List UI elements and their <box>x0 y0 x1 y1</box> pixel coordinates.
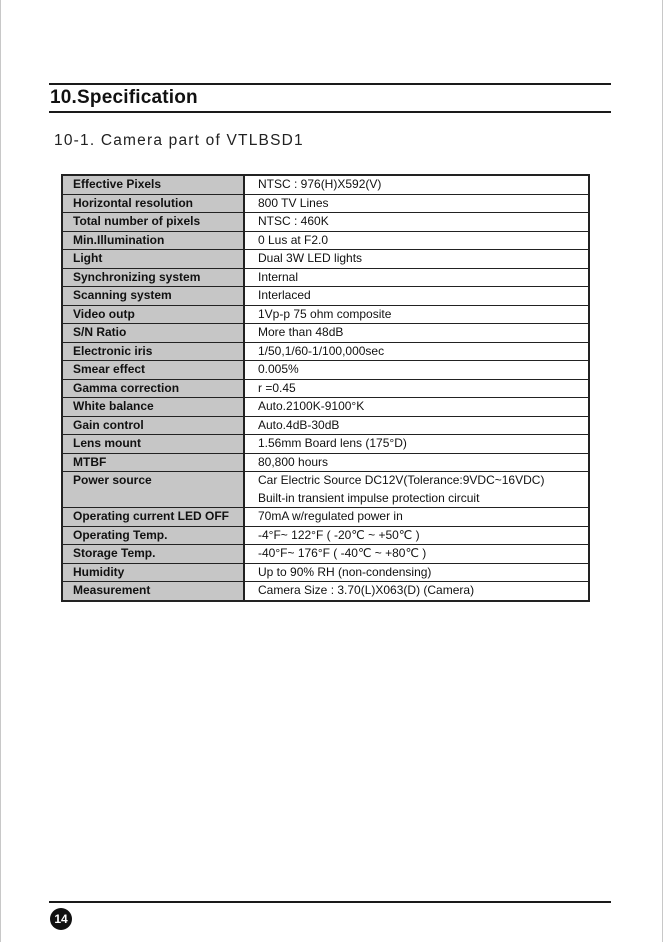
spec-row-power-source <box>62 472 589 508</box>
spec-label: Measurement <box>62 582 244 601</box>
spec-value: More than 48dB <box>244 324 589 343</box>
footer-rule <box>49 901 611 903</box>
subsection-title: 10-1. Camera part of VTLBSD1 <box>54 132 304 149</box>
section-title: 10.Specification <box>50 87 198 108</box>
spec-value: Auto.4dB-30dB <box>244 416 589 435</box>
spec-value: 1/50,1/60-1/100,000sec <box>244 342 589 361</box>
spec-value-line: Car Electric Source DC12V(Tolerance:9VDC~16VDC) <box>258 473 545 487</box>
spec-row-measurement <box>62 582 589 601</box>
spec-label: Total number of pixels <box>62 213 244 232</box>
spec-row-storage-temp <box>62 545 589 564</box>
spec-row-gain-control <box>62 416 589 435</box>
header-rule-top <box>49 83 611 85</box>
spec-value <box>244 472 589 508</box>
spec-row-electronic-iris <box>62 342 589 361</box>
spec-value: NTSC : 460K <box>244 213 589 232</box>
spec-row-lens-mount <box>62 435 589 454</box>
spec-label: Effective Pixels <box>62 175 244 194</box>
spec-value: 0 Lus at F2.0 <box>244 231 589 250</box>
spec-value: 80,800 hours <box>244 453 589 472</box>
specification-table <box>61 174 590 602</box>
spec-row-synchronizing-system <box>62 268 589 287</box>
page-number-badge: 14 <box>50 908 72 930</box>
spec-label: Operating Temp. <box>62 526 244 545</box>
spec-value: Dual 3W LED lights <box>244 250 589 269</box>
spec-row-total-pixels <box>62 213 589 232</box>
spec-value: 1Vp-p 75 ohm composite <box>244 305 589 324</box>
spec-row-scanning-system <box>62 287 589 306</box>
spec-row-horizontal-resolution <box>62 194 589 213</box>
spec-label: Smear effect <box>62 361 244 380</box>
spec-value-line: Built-in transient impulse protection circuit <box>258 490 480 505</box>
spec-row-sn-ratio <box>62 324 589 343</box>
spec-value: 800 TV Lines <box>244 194 589 213</box>
spec-row-white-balance <box>62 398 589 417</box>
header-rule-bottom <box>49 111 611 113</box>
spec-label: Light <box>62 250 244 269</box>
spec-value: Up to 90% RH (non-condensing) <box>244 563 589 582</box>
spec-value: Auto.2100K-9100°K <box>244 398 589 417</box>
spec-row-smear-effect <box>62 361 589 380</box>
spec-label: Power source <box>62 472 244 508</box>
spec-label: Storage Temp. <box>62 545 244 564</box>
spec-label: Min.Illumination <box>62 231 244 250</box>
spec-label: S/N Ratio <box>62 324 244 343</box>
spec-row-mtbf <box>62 453 589 472</box>
spec-row-light <box>62 250 589 269</box>
spec-label: Scanning system <box>62 287 244 306</box>
spec-label: Gamma correction <box>62 379 244 398</box>
spec-label: MTBF <box>62 453 244 472</box>
spec-row-gamma-correction <box>62 379 589 398</box>
spec-row-min-illumination <box>62 231 589 250</box>
spec-row-operating-current <box>62 508 589 527</box>
specification-table-body <box>62 175 589 601</box>
spec-row-video-output <box>62 305 589 324</box>
spec-value: -4°F~ 122°F ( -20℃ ~ +50℃ ) <box>244 526 589 545</box>
spec-value: Internal <box>244 268 589 287</box>
spec-value: 70mA w/regulated power in <box>244 508 589 527</box>
spec-value: r =0.45 <box>244 379 589 398</box>
spec-label: Operating current LED OFF <box>62 508 244 527</box>
spec-label: Synchronizing system <box>62 268 244 287</box>
spec-label: Humidity <box>62 563 244 582</box>
spec-value: -40°F~ 176°F ( -40℃ ~ +80℃ ) <box>244 545 589 564</box>
spec-row-humidity <box>62 563 589 582</box>
spec-value: 0.005% <box>244 361 589 380</box>
spec-label: White balance <box>62 398 244 417</box>
spec-value: NTSC : 976(H)X592(V) <box>244 175 589 194</box>
spec-label: Electronic iris <box>62 342 244 361</box>
spec-row-operating-temp <box>62 526 589 545</box>
spec-value: Interlaced <box>244 287 589 306</box>
spec-value: Camera Size : 3.70(L)X063(D) (Camera) <box>244 582 589 601</box>
spec-value: 1.56mm Board lens (175°D) <box>244 435 589 454</box>
spec-label: Video outp <box>62 305 244 324</box>
spec-row-effective-pixels <box>62 175 589 194</box>
spec-label: Horizontal resolution <box>62 194 244 213</box>
spec-label: Lens mount <box>62 435 244 454</box>
spec-label: Gain control <box>62 416 244 435</box>
